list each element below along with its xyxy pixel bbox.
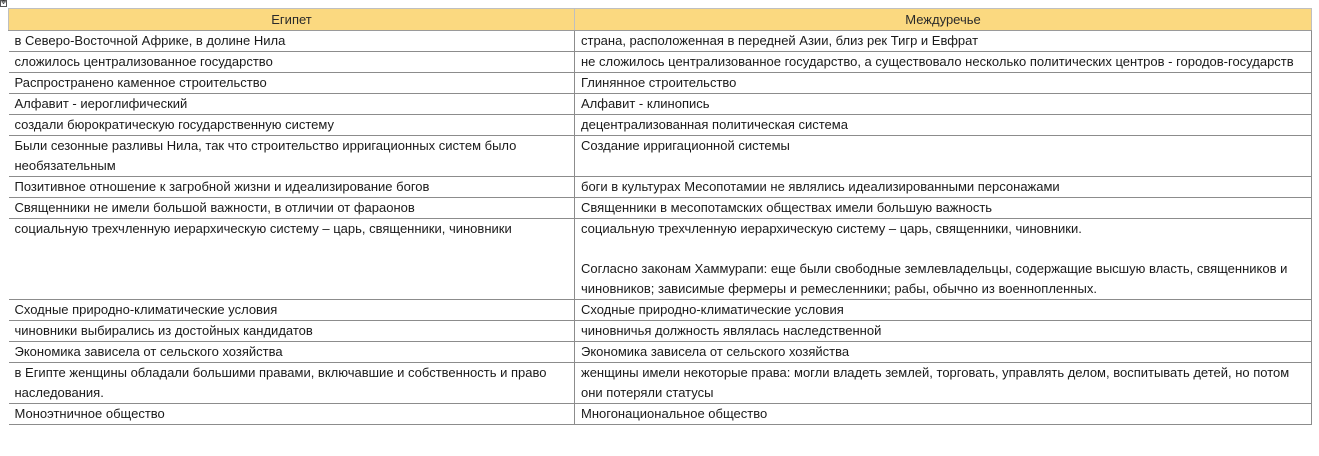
cell-egypt[interactable]: Алфавит - иероглифический (9, 94, 575, 115)
cell-mesopotamia[interactable]: Многонациональное общество (575, 404, 1312, 425)
cell-egypt[interactable]: Моноэтничное общество (9, 404, 575, 425)
cell-mesopotamia[interactable]: не сложилось централизованное государство, а существовало несколько политических центров - городов-государств (575, 52, 1312, 73)
cell-mesopotamia[interactable]: Священники в месопотамских обществах имели большую важность (575, 198, 1312, 219)
table-row (9, 115, 1312, 136)
cell-mesopotamia[interactable]: децентрализованная политическая система (575, 115, 1312, 136)
comparison-table (8, 8, 1312, 425)
cell-mesopotamia[interactable]: Глинянное строительство (575, 73, 1312, 94)
cell-egypt[interactable]: в Северо-Восточной Африке, в долине Нила (9, 31, 575, 52)
cell-egypt[interactable]: в Египте женщины обладали большими правами, включавшие и собственность и право наследования. (9, 363, 575, 404)
cell-egypt[interactable]: Сходные природно-климатические условия (9, 300, 575, 321)
cell-paragraph: социальную трехчленную иерархическую систему – царь, священники, чиновники. (581, 221, 1082, 236)
cell-egypt[interactable]: чиновники выбирались из достойных кандидатов (9, 321, 575, 342)
cell-mesopotamia[interactable]: Сходные природно-климатические условия (575, 300, 1312, 321)
cell-mesopotamia[interactable]: женщины имели некоторые права: могли владеть землей, торговать, управлять делом, воспитывать детей, но потом они потеряли статусы (575, 363, 1312, 404)
table-row (9, 404, 1312, 425)
cell-mesopotamia[interactable]: боги в культурах Месопотамии не являлись идеализированными персонажами (575, 177, 1312, 198)
header-egypt[interactable]: Египет (9, 9, 575, 31)
cell-mesopotamia[interactable]: чиновничья должность являлась наследственной (575, 321, 1312, 342)
header-row (9, 9, 1312, 31)
cell-egypt[interactable]: создали бюрократическую государственную систему (9, 115, 575, 136)
table-row (9, 177, 1312, 198)
table-row (9, 136, 1312, 177)
cell-egypt[interactable]: Священники не имели большой важности, в отличии от фараонов (9, 198, 575, 219)
table-row (9, 73, 1312, 94)
empty-paragraph (581, 239, 1305, 259)
cell-egypt[interactable]: сложилось централизованное государство (9, 52, 575, 73)
table-row (9, 342, 1312, 363)
table-move-handle-icon[interactable]: ✥ (1, 0, 7, 6)
table-row (9, 94, 1312, 115)
table-row (9, 198, 1312, 219)
header-mesopotamia[interactable]: Междуречье (575, 9, 1312, 31)
cell-egypt[interactable]: Экономика зависела от сельского хозяйства (9, 342, 575, 363)
cell-mesopotamia[interactable] (575, 219, 1312, 300)
cell-mesopotamia[interactable]: Экономика зависела от сельского хозяйства (575, 342, 1312, 363)
cell-egypt[interactable]: Были сезонные разливы Нила, так что строительство ирригационных систем было необязательным (9, 136, 575, 177)
table-row (9, 321, 1312, 342)
table-row (9, 363, 1312, 404)
cell-mesopotamia[interactable]: Алфавит - клинопись (575, 94, 1312, 115)
cell-paragraph: Согласно законам Хаммурапи: еще были свободные землевладельцы, содержащие высшую власть, священников и чиновников; зависимые фермеры и ремесленники; рабы, обычно из военнопленных. (581, 261, 1288, 296)
cell-mesopotamia[interactable]: Создание ирригационной системы (575, 136, 1312, 177)
cell-egypt[interactable]: Позитивное отношение к загробной жизни и идеализирование богов (9, 177, 575, 198)
cell-egypt[interactable]: социальную трехчленную иерархическую систему – царь, священники, чиновники (9, 219, 575, 300)
cell-mesopotamia[interactable]: страна, расположенная в передней Азии, близ рек Тигр и Евфрат (575, 31, 1312, 52)
table-row (9, 300, 1312, 321)
cell-egypt[interactable]: Распространено каменное строительство (9, 73, 575, 94)
table-row (9, 219, 1312, 300)
table-row (9, 31, 1312, 52)
table-row (9, 52, 1312, 73)
